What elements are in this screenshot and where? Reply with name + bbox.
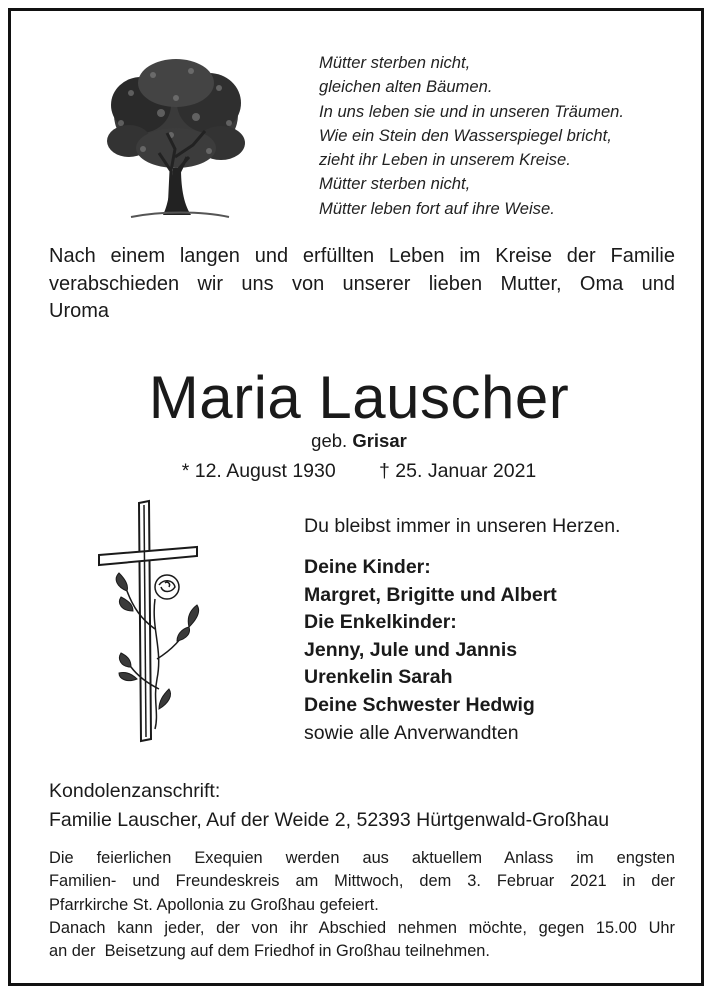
funeral-info-line: Pfarrkirche St. Apollonia zu Großhau gefeiert. bbox=[49, 895, 379, 914]
tree-illustration bbox=[101, 53, 251, 225]
condolence-label: Kondolenzanschrift: bbox=[49, 780, 221, 802]
motto: Du bleibst immer in unseren Herzen. bbox=[304, 515, 621, 537]
poem bbox=[319, 51, 624, 221]
funeral-info-line: an der Beisetzung auf dem Friedhof in Großhau teilnehmen. bbox=[49, 942, 490, 961]
intro-line: Nach einem langen und erfüllten Leben im Kreise der Familie bbox=[49, 245, 675, 267]
family-list bbox=[304, 554, 557, 747]
intro-text bbox=[49, 243, 675, 326]
condolence-address-line: Familie Lauscher, Auf der Weide 2, 52393 Hürtgenwald-Großhau bbox=[49, 809, 610, 831]
maiden-name: Grisar bbox=[352, 430, 407, 451]
children-label: Deine Kinder: bbox=[304, 556, 431, 578]
deceased-name: Maria Lauscher bbox=[148, 364, 570, 431]
grandchildren-names: Jenny, Jule und Jannis bbox=[304, 638, 518, 661]
death-date: † 25. Januar 2021 bbox=[379, 460, 537, 482]
poem-line: Mütter leben fort auf ihre Weise. bbox=[319, 198, 555, 218]
condolence-address bbox=[49, 777, 609, 835]
funeral-info bbox=[49, 847, 675, 963]
poem-line: Mütter sterben nicht, bbox=[319, 174, 471, 194]
funeral-info-line: Danach kann jeder, der von ihr Abschied nehmen möchte, gegen 15.00 Uhr bbox=[49, 918, 675, 937]
poem-line: Mütter sterben nicht, bbox=[319, 53, 471, 72]
birth-name bbox=[11, 429, 707, 453]
intro-line: verabschieden wir uns von unserer lieben Mutter, Oma und bbox=[49, 272, 675, 295]
intro-line: Uroma bbox=[49, 300, 110, 322]
birth-prefix: geb. bbox=[311, 430, 348, 451]
sister: Deine Schwester Hedwig bbox=[304, 693, 535, 716]
obituary-notice bbox=[8, 8, 704, 986]
life-dates bbox=[11, 458, 707, 484]
funeral-info-line: Die feierlichen Exequien werden aus aktuellem Anlass im engsten bbox=[49, 849, 675, 867]
poem-line: zieht ihr Leben in unserem Kreise. bbox=[319, 150, 571, 170]
birth-date: * 12. August 1930 bbox=[181, 460, 336, 482]
cross-with-rose-icon bbox=[93, 499, 203, 749]
funeral-info-line: Familien- und Freundeskreis am Mittwoch, dem 3. Februar 2021 in der bbox=[49, 872, 675, 891]
great-grandchild: Urenkelin Sarah bbox=[304, 666, 453, 689]
poem-line: Wie ein Stein den Wasserspiegel bricht, bbox=[319, 125, 612, 145]
relatives: sowie alle Anverwandten bbox=[304, 721, 519, 744]
grandchildren-label: Die Enkelkinder: bbox=[304, 611, 457, 634]
poem-line: gleichen alten Bäumen. bbox=[319, 77, 493, 97]
poem-line: In uns leben sie und in unseren Träumen. bbox=[319, 101, 625, 121]
children-names: Margret, Brigitte und Albert bbox=[304, 583, 557, 606]
